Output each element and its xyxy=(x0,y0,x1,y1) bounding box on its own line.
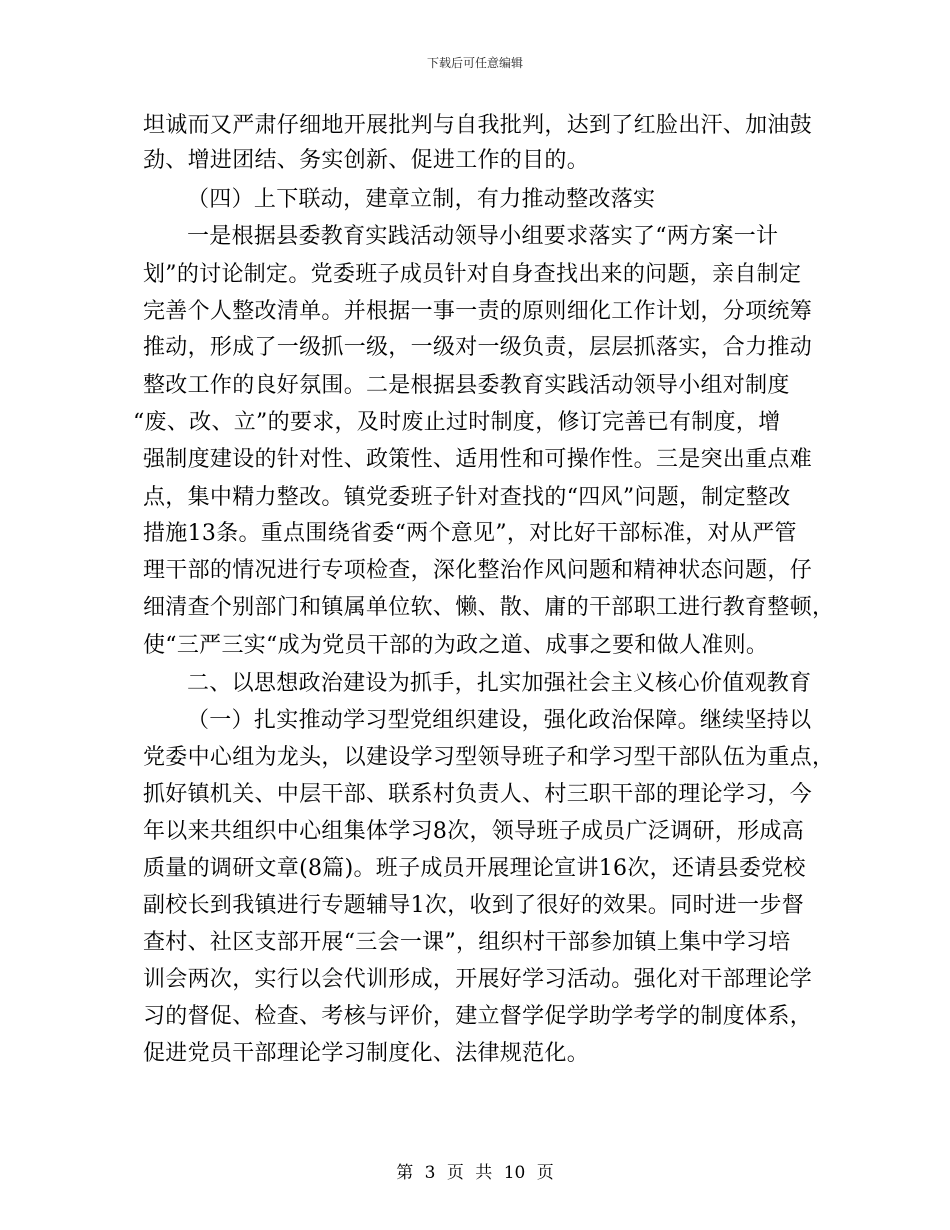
subsection-heading: （一）扎实推动学习型党组织建设，强化政治保障。继续坚持以 xyxy=(187,708,812,733)
body-line: 点，集中精力整改。镇党委班子针对查找的“四风”问题，制定整改 xyxy=(143,485,791,510)
body-line: “废、改、立”的要求，及时废止过时制度，修订完善已有制度，增 xyxy=(133,410,781,435)
body-line: 质量的调研文章(8篇)。班子成员开展理论宣讲16次，还请县委党校 xyxy=(143,856,806,881)
body-line: 整改工作的良好氛围。二是根据县委教育实践活动领导小组对制度 xyxy=(143,373,790,398)
section-heading: （四）上下联动，建章立制，有力推动整改落实 xyxy=(187,187,656,212)
page-number-footer: 第 3 页 共 10 页 xyxy=(396,1163,554,1183)
body-line: 党委中心组为龙头，以建设学习型领导班子和学习型干部队伍为重点， xyxy=(143,745,835,770)
body-line: 使“三严三实“成为党员干部的为政之道、成事之要和做人准则。 xyxy=(143,633,769,658)
body-line: 促进党员干部理论学习制度化、法律规范化。 xyxy=(143,1041,590,1066)
body-line: 完善个人整改清单。并根据一事一责的原则细化工作计划，分项统筹 xyxy=(143,299,813,324)
body-line: 推动，形成了一级抓一级，一级对一级负责，层层抓落实，合力推动 xyxy=(143,335,813,360)
body-line: 强制度建设的针对性、政策性、适用性和可操作性。三是突出重点难 xyxy=(143,447,813,472)
body-line: 习的督促、检查、考核与评价，建立督学促学助学考学的制度体系， xyxy=(143,1004,813,1029)
body-line: 年以来共组织中心组集体学习8次，领导班子成员广泛调研，形成高 xyxy=(143,819,804,844)
page-header-note: 下载后可任意编辑 xyxy=(426,56,523,70)
body-line: 一是根据县委教育实践活动领导小组要求落实了“两方案一计 xyxy=(187,224,779,249)
body-line: 划”的讨论制定。党委班子成员针对自身查找出来的问题，亲自制定 xyxy=(143,262,802,287)
body-line: 理干部的情况进行专项检查，深化整治作风问题和精神状态问题，仔 xyxy=(143,558,813,583)
body-line: 坦诚而又严肃仔细地开展批判与自我批判，达到了红脸出汗、加油鼓 xyxy=(143,113,813,138)
section-heading: 二、以思想政治建设为抓手，扎实加强社会主义核心价值观教育 xyxy=(187,671,812,696)
body-line: 副校长到我镇进行专题辅导1次，收到了很好的效果。同时进一步督 xyxy=(143,893,804,918)
body-line: 训会两次，实行以会代训形成，开展好学习活动。强化对干部理论学 xyxy=(143,967,813,992)
body-line: 抓好镇机关、中层干部、联系村负责人、村三职干部的理论学习，今 xyxy=(143,782,813,807)
body-line: 查村、社区支部开展“三会一课”，组织村干部参加镇上集中学习培 xyxy=(143,930,791,955)
body-line: 细清查个别部门和镇属单位软、懒、散、庸的干部职工进行教育整顿， xyxy=(143,595,835,620)
body-line: 措施13条。重点围绕省委“两个意见”，对比好干部标准，对从严管 xyxy=(143,521,797,546)
body-line: 劲、增进团结、务实创新、促进工作的目的。 xyxy=(143,148,590,173)
